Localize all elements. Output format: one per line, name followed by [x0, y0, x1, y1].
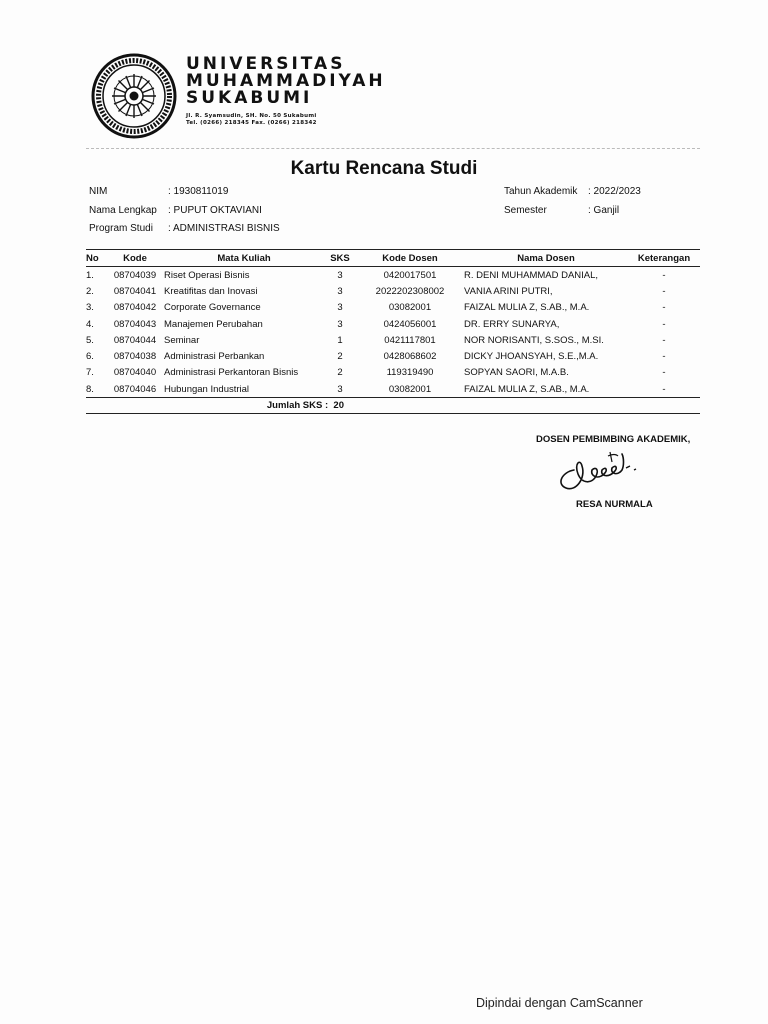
cell-kode: 08704038 [113, 351, 157, 363]
total-row [86, 398, 700, 414]
cell-kode: 08704042 [113, 302, 157, 314]
cell-keterangan: - [662, 318, 666, 330]
cell-nama-dosen: FAIZAL MULIA Z, S.AB., M.A. [464, 383, 590, 395]
cell-no: 1. [86, 269, 94, 281]
university-logo [90, 52, 178, 140]
academic-year-row [504, 186, 641, 197]
cell-nama-dosen: NOR NORISANTI, S.SOS., M.SI. [464, 334, 604, 346]
table-row [86, 381, 700, 398]
handwritten-signature [552, 444, 662, 496]
header-keterangan: Keterangan [628, 250, 700, 267]
table-row [86, 332, 700, 348]
program-value: : ADMINISTRASI BISNIS [168, 223, 280, 234]
address-line1: Jl. R. Syamsudin, SH. No. 50 Sukabumi [186, 113, 317, 119]
cell-nama-dosen: R. DENI MUHAMMAD DANIAL, [464, 269, 599, 281]
document-title: Kartu Rencana Studi [290, 158, 478, 179]
nim-row [89, 186, 229, 197]
cell-sks: 3 [337, 285, 343, 297]
cell-kode-dosen: 0421117801 [384, 334, 436, 346]
cell-mata-kuliah: Administrasi Perkantoran Bisnis [164, 367, 299, 379]
university-name-line3: SUKABUMI [186, 88, 313, 108]
cell-keterangan: - [662, 285, 666, 297]
cell-sks: 3 [337, 383, 343, 395]
total-sks [164, 398, 356, 414]
cell-no: 6. [86, 351, 94, 363]
header-kode-dosen: Kode Dosen [356, 250, 464, 267]
cell-nama-dosen: DICKY JHOANSYAH, S.E.,M.A. [464, 351, 599, 363]
cell-kode: 08704041 [113, 285, 157, 297]
header-mata-kuliah: Mata Kuliah [164, 250, 324, 267]
letterhead-divider [86, 148, 700, 149]
cell-nama-dosen: DR. ERRY SUNARYA, [464, 318, 560, 330]
table-row [86, 348, 700, 364]
table-row [86, 300, 700, 316]
cell-keterangan: - [662, 367, 666, 379]
cell-no: 3. [86, 302, 94, 314]
name-label: Nama Lengkap [89, 205, 157, 216]
cell-sks: 3 [337, 318, 343, 330]
cell-no: 5. [86, 334, 94, 346]
course-table [86, 249, 700, 414]
table-row [86, 316, 700, 332]
program-label: Program Studi [89, 223, 153, 234]
cell-kode-dosen: 0424056001 [383, 318, 437, 330]
advisor-name: RESA NURMALA [576, 499, 653, 510]
cell-kode: 08704043 [113, 318, 157, 330]
academic-year-value: : 2022/2023 [588, 186, 641, 197]
nim-label: NIM [89, 186, 108, 197]
cell-kode-dosen: 2022202308002 [375, 285, 445, 297]
scanner-watermark: Dipindai dengan CamScanner [476, 996, 643, 1010]
cell-mata-kuliah: Administrasi Perbankan [164, 351, 265, 363]
university-name-line2: MUHAMMADIYAH [186, 71, 386, 91]
cell-nama-dosen: VANIA ARINI PUTRI, [464, 285, 553, 297]
cell-mata-kuliah: Kreatifitas dan Inovasi [164, 285, 258, 297]
cell-kode: 08704044 [113, 334, 157, 346]
cell-keterangan: - [662, 334, 666, 346]
table-header-row [86, 250, 700, 267]
cell-sks: 2 [337, 367, 343, 379]
header-nama-dosen: Nama Dosen [464, 250, 628, 267]
program-row [89, 223, 280, 234]
header-kode: Kode [106, 250, 164, 267]
cell-keterangan: - [662, 351, 666, 363]
name-row [89, 205, 262, 216]
cell-keterangan: - [662, 302, 666, 314]
cell-no: 4. [86, 318, 94, 330]
semester-label: Semester [504, 205, 547, 216]
semester-value: : Ganjil [588, 205, 620, 216]
address-line2: Tel. (0266) 218345 Fax. (0266) 218342 [186, 120, 317, 126]
academic-year-label: Tahun Akademik [504, 186, 578, 197]
cell-sks: 2 [337, 351, 343, 363]
cell-keterangan: - [662, 383, 666, 395]
advisor-role: DOSEN PEMBIMBING AKADEMIK, [536, 434, 691, 445]
cell-mata-kuliah: Corporate Governance [164, 302, 261, 314]
cell-sks: 1 [337, 334, 343, 346]
table-row [86, 267, 700, 284]
cell-kode-dosen: 03082001 [388, 302, 432, 314]
cell-nama-dosen: SOPYAN SAORI, M.A.B. [464, 367, 569, 379]
cell-sks: 3 [337, 269, 343, 281]
cell-kode: 08704040 [113, 367, 157, 379]
university-name-line1: UNIVERSITAS [186, 54, 346, 74]
letterhead [186, 56, 386, 127]
cell-kode: 08704039 [113, 269, 157, 281]
cell-mata-kuliah: Hubungan Industrial [164, 383, 250, 395]
cell-sks: 3 [337, 302, 343, 314]
cell-keterangan: - [662, 269, 666, 281]
cell-mata-kuliah: Riset Operasi Bisnis [164, 269, 250, 281]
table-row [86, 365, 700, 381]
cell-no: 7. [86, 367, 94, 379]
header-no: No [86, 250, 106, 267]
cell-kode-dosen: 0428068602 [383, 351, 437, 363]
table-row [86, 283, 700, 299]
cell-no: 2. [86, 285, 94, 297]
cell-kode-dosen: 0420017501 [383, 269, 437, 281]
total-sks-value: 20 [333, 400, 344, 412]
cell-no: 8. [86, 383, 94, 395]
header-sks: SKS [324, 250, 356, 267]
name-value: : PUPUT OKTAVIANI [168, 205, 262, 216]
cell-kode: 08704046 [113, 383, 157, 395]
cell-kode-dosen: 03082001 [388, 383, 432, 395]
cell-kode-dosen: 119319490 [386, 367, 434, 379]
total-sks-label: Jumlah SKS : [266, 400, 329, 412]
cell-mata-kuliah: Seminar [164, 334, 200, 346]
semester-row [504, 205, 620, 216]
cell-nama-dosen: FAIZAL MULIA Z, S.AB., M.A. [464, 302, 590, 314]
nim-value: : 1930811019 [168, 186, 229, 197]
cell-mata-kuliah: Manajemen Perubahan [164, 318, 263, 330]
